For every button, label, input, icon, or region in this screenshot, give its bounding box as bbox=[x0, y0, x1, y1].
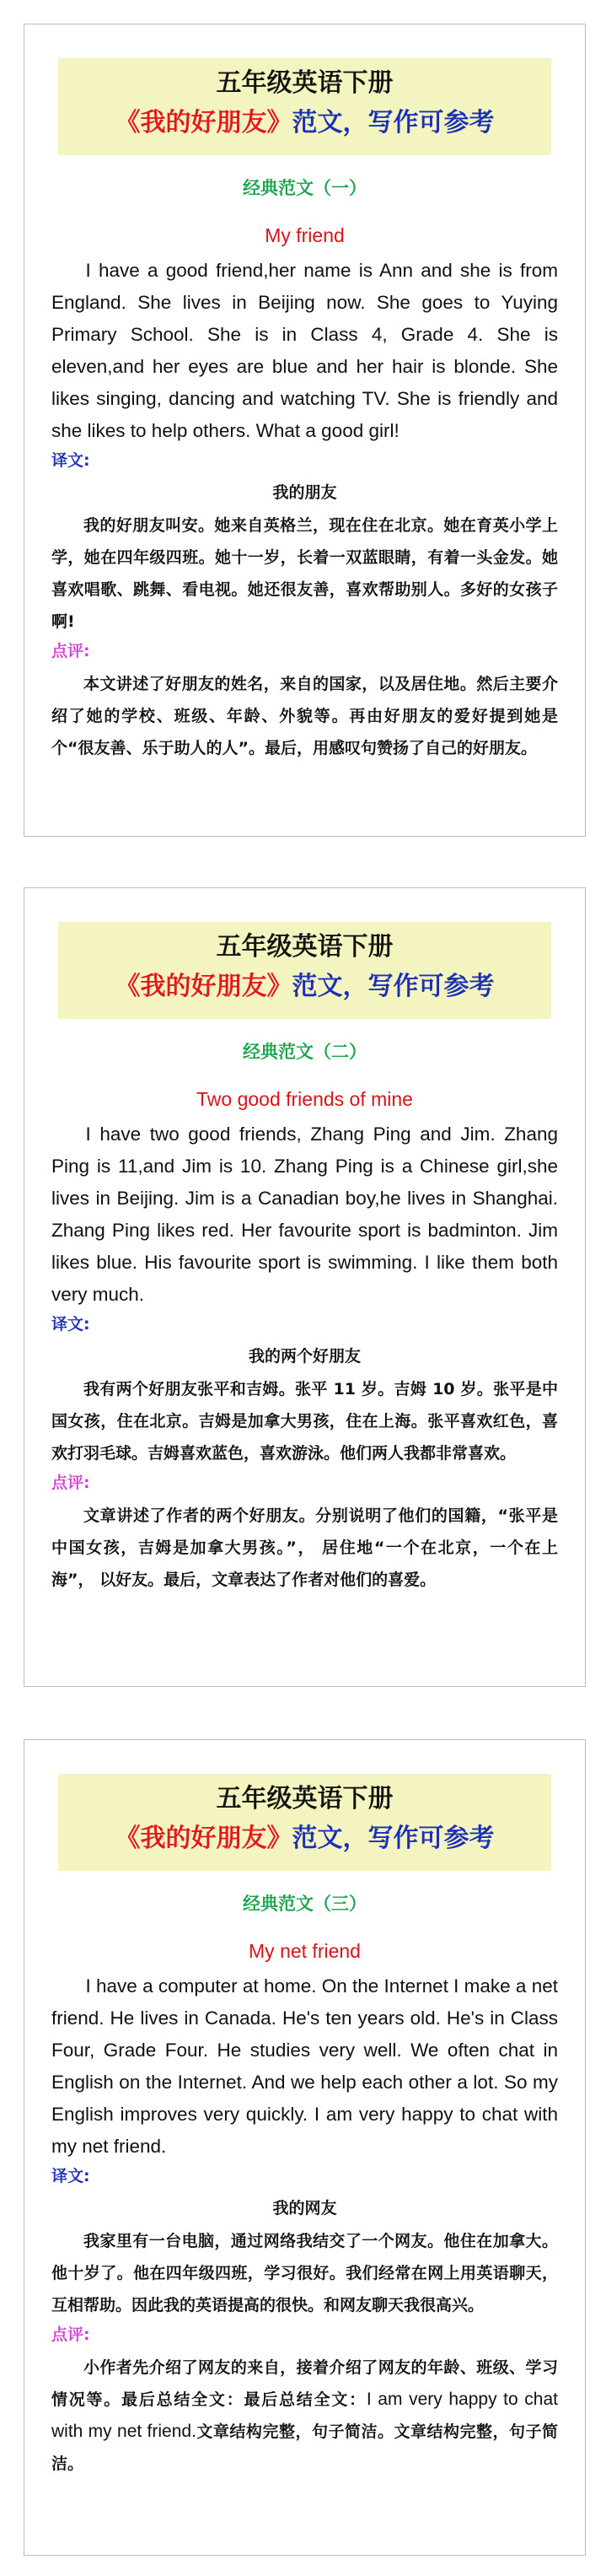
title-banner bbox=[58, 922, 551, 1019]
chinese-translation: 我家里有一台电脑，通过网络我结交了一个网友。他住在加拿大。他十岁了。他在四年级四班，学习很好。我们经常在网上用英语聊天，互相帮助。因此我的英语提高的很快。和网友聊天我很高兴。 bbox=[51, 2232, 558, 2315]
chinese-translation: 我有两个好朋友张平和吉姆。张平 11 岁。吉姆 10 岁。张平是中国女孩，住在北京。吉姆是加拿大男孩，住在上海。张平喜欢红色，喜欢打羽毛球。吉姆喜欢蓝色，喜欢游泳。他们两人我都非常喜欢。 bbox=[51, 1380, 558, 1463]
banner-subtitle-book: 《我的好朋友》 bbox=[115, 972, 292, 1001]
comment-tag: 点评: bbox=[51, 2325, 90, 2344]
banner-subtitle bbox=[58, 966, 551, 1008]
title-banner bbox=[58, 1774, 551, 1871]
chinese-title: 我的朋友 bbox=[272, 483, 337, 502]
chinese-title: 我的网友 bbox=[272, 2199, 337, 2218]
section-label: 经典范文（一） bbox=[243, 178, 367, 198]
section-label: 经典范文（二） bbox=[243, 1042, 367, 1062]
banner-subtitle-book: 《我的好朋友》 bbox=[115, 1824, 292, 1853]
translation-tag: 译文: bbox=[51, 451, 90, 470]
english-essay: I have a good friend,her name is Ann and she is from England. She lives in Beijing now. She goes to Yuying Primary School. She is in Class 4, Grade 4. She is eleven,and her eyes are blue and her hair is blonde. She likes singing, dancing and watching TV. She is friendly and she likes to help others. What a good girl! bbox=[51, 260, 558, 441]
banner-subtitle bbox=[58, 1818, 551, 1860]
comment-tag: 点评: bbox=[51, 1474, 90, 1492]
comment-text-part-1: 小作者先介绍了网友的来自，接着介绍了网友的年龄、班级、学习情况等。最后总结全文：最后总结全文： bbox=[51, 2358, 558, 2409]
english-essay: I have two good friends, Zhang Ping and Jim. Zhang Ping is 11,and Jim is 10. Zhang Ping is a Chinese girl,she lives in Beijing. Jim is a Canadian boy,he lives in Shanghai. Zhang Ping likes red. Her favourite sport is badminton. Jim likes blue. His favourite sport is swimming. I like them both very much. bbox=[51, 1124, 558, 1305]
english-title: My friend bbox=[265, 224, 345, 246]
chinese-translation: 我的好朋友叫安。她来自英格兰，现在住在北京。她在育英小学上学，她在四年级四班。她十一岁，长着一双蓝眼睛，有着一头金发。她喜欢唱歌、跳舞、看电视。她还很友善，喜欢帮助别人。多好的女孩子啊! bbox=[51, 516, 558, 631]
banner-subtitle-note: 范文，写作可参考 bbox=[292, 1824, 495, 1853]
banner-subtitle bbox=[58, 102, 551, 144]
english-essay: I have a computer at home. On the Internet I make a net friend. He lives in Canada. He's ten years old. He's in Class Four, Grade Four. He studies very well. We often chat in English on the Internet. And we help each other a lot. So my English improves very quickly. I am very happy to chat with my net friend. bbox=[51, 1975, 558, 2157]
comment-text bbox=[51, 2352, 558, 2480]
english-title: My net friend bbox=[249, 1940, 361, 1962]
english-title: Two good friends of mine bbox=[196, 1088, 413, 1110]
banner-title: 五年级英语下册 bbox=[216, 932, 394, 962]
comment-text: 文章讲述了作者的两个好朋友。分别说明了他们的国籍，“张平是中国女孩，吉姆是加拿大男孩。”， 居住地“一个在北京，一个在上海”， 以好友。最后，文章表达了作者对他们的喜爱。 bbox=[51, 1506, 558, 1589]
banner-subtitle-note: 范文，写作可参考 bbox=[292, 972, 495, 1001]
comment-text-quote: I am very happy to chat with my net friend. bbox=[51, 2390, 558, 2441]
banner-title: 五年级英语下册 bbox=[216, 1784, 394, 1813]
essay-card-3 bbox=[24, 1739, 586, 2556]
comment-text: 本文讲述了好朋友的姓名，来自的国家，以及居住地。然后主要介绍了她的学校、班级、年龄、外貌等。再由好朋友的爱好提到她是个“很友善、乐于助人的人”。最后，用感叹句赞扬了自己的好朋友。 bbox=[51, 675, 558, 757]
essay-card-2 bbox=[24, 887, 586, 1687]
essay-card-1 bbox=[24, 24, 586, 837]
section-label: 经典范文（三） bbox=[243, 1894, 367, 1914]
comment-text-part-2: 文章结构完整，句子简洁。文章结构完整，句子简洁。 bbox=[51, 2422, 558, 2473]
title-banner bbox=[58, 58, 551, 155]
chinese-title: 我的两个好朋友 bbox=[248, 1347, 361, 1366]
banner-subtitle-book: 《我的好朋友》 bbox=[115, 108, 292, 137]
translation-tag: 译文: bbox=[51, 1315, 90, 1334]
banner-title: 五年级英语下册 bbox=[216, 68, 394, 98]
comment-tag: 点评: bbox=[51, 642, 90, 660]
banner-subtitle-note: 范文，写作可参考 bbox=[292, 108, 495, 137]
translation-tag: 译文: bbox=[51, 2167, 90, 2185]
